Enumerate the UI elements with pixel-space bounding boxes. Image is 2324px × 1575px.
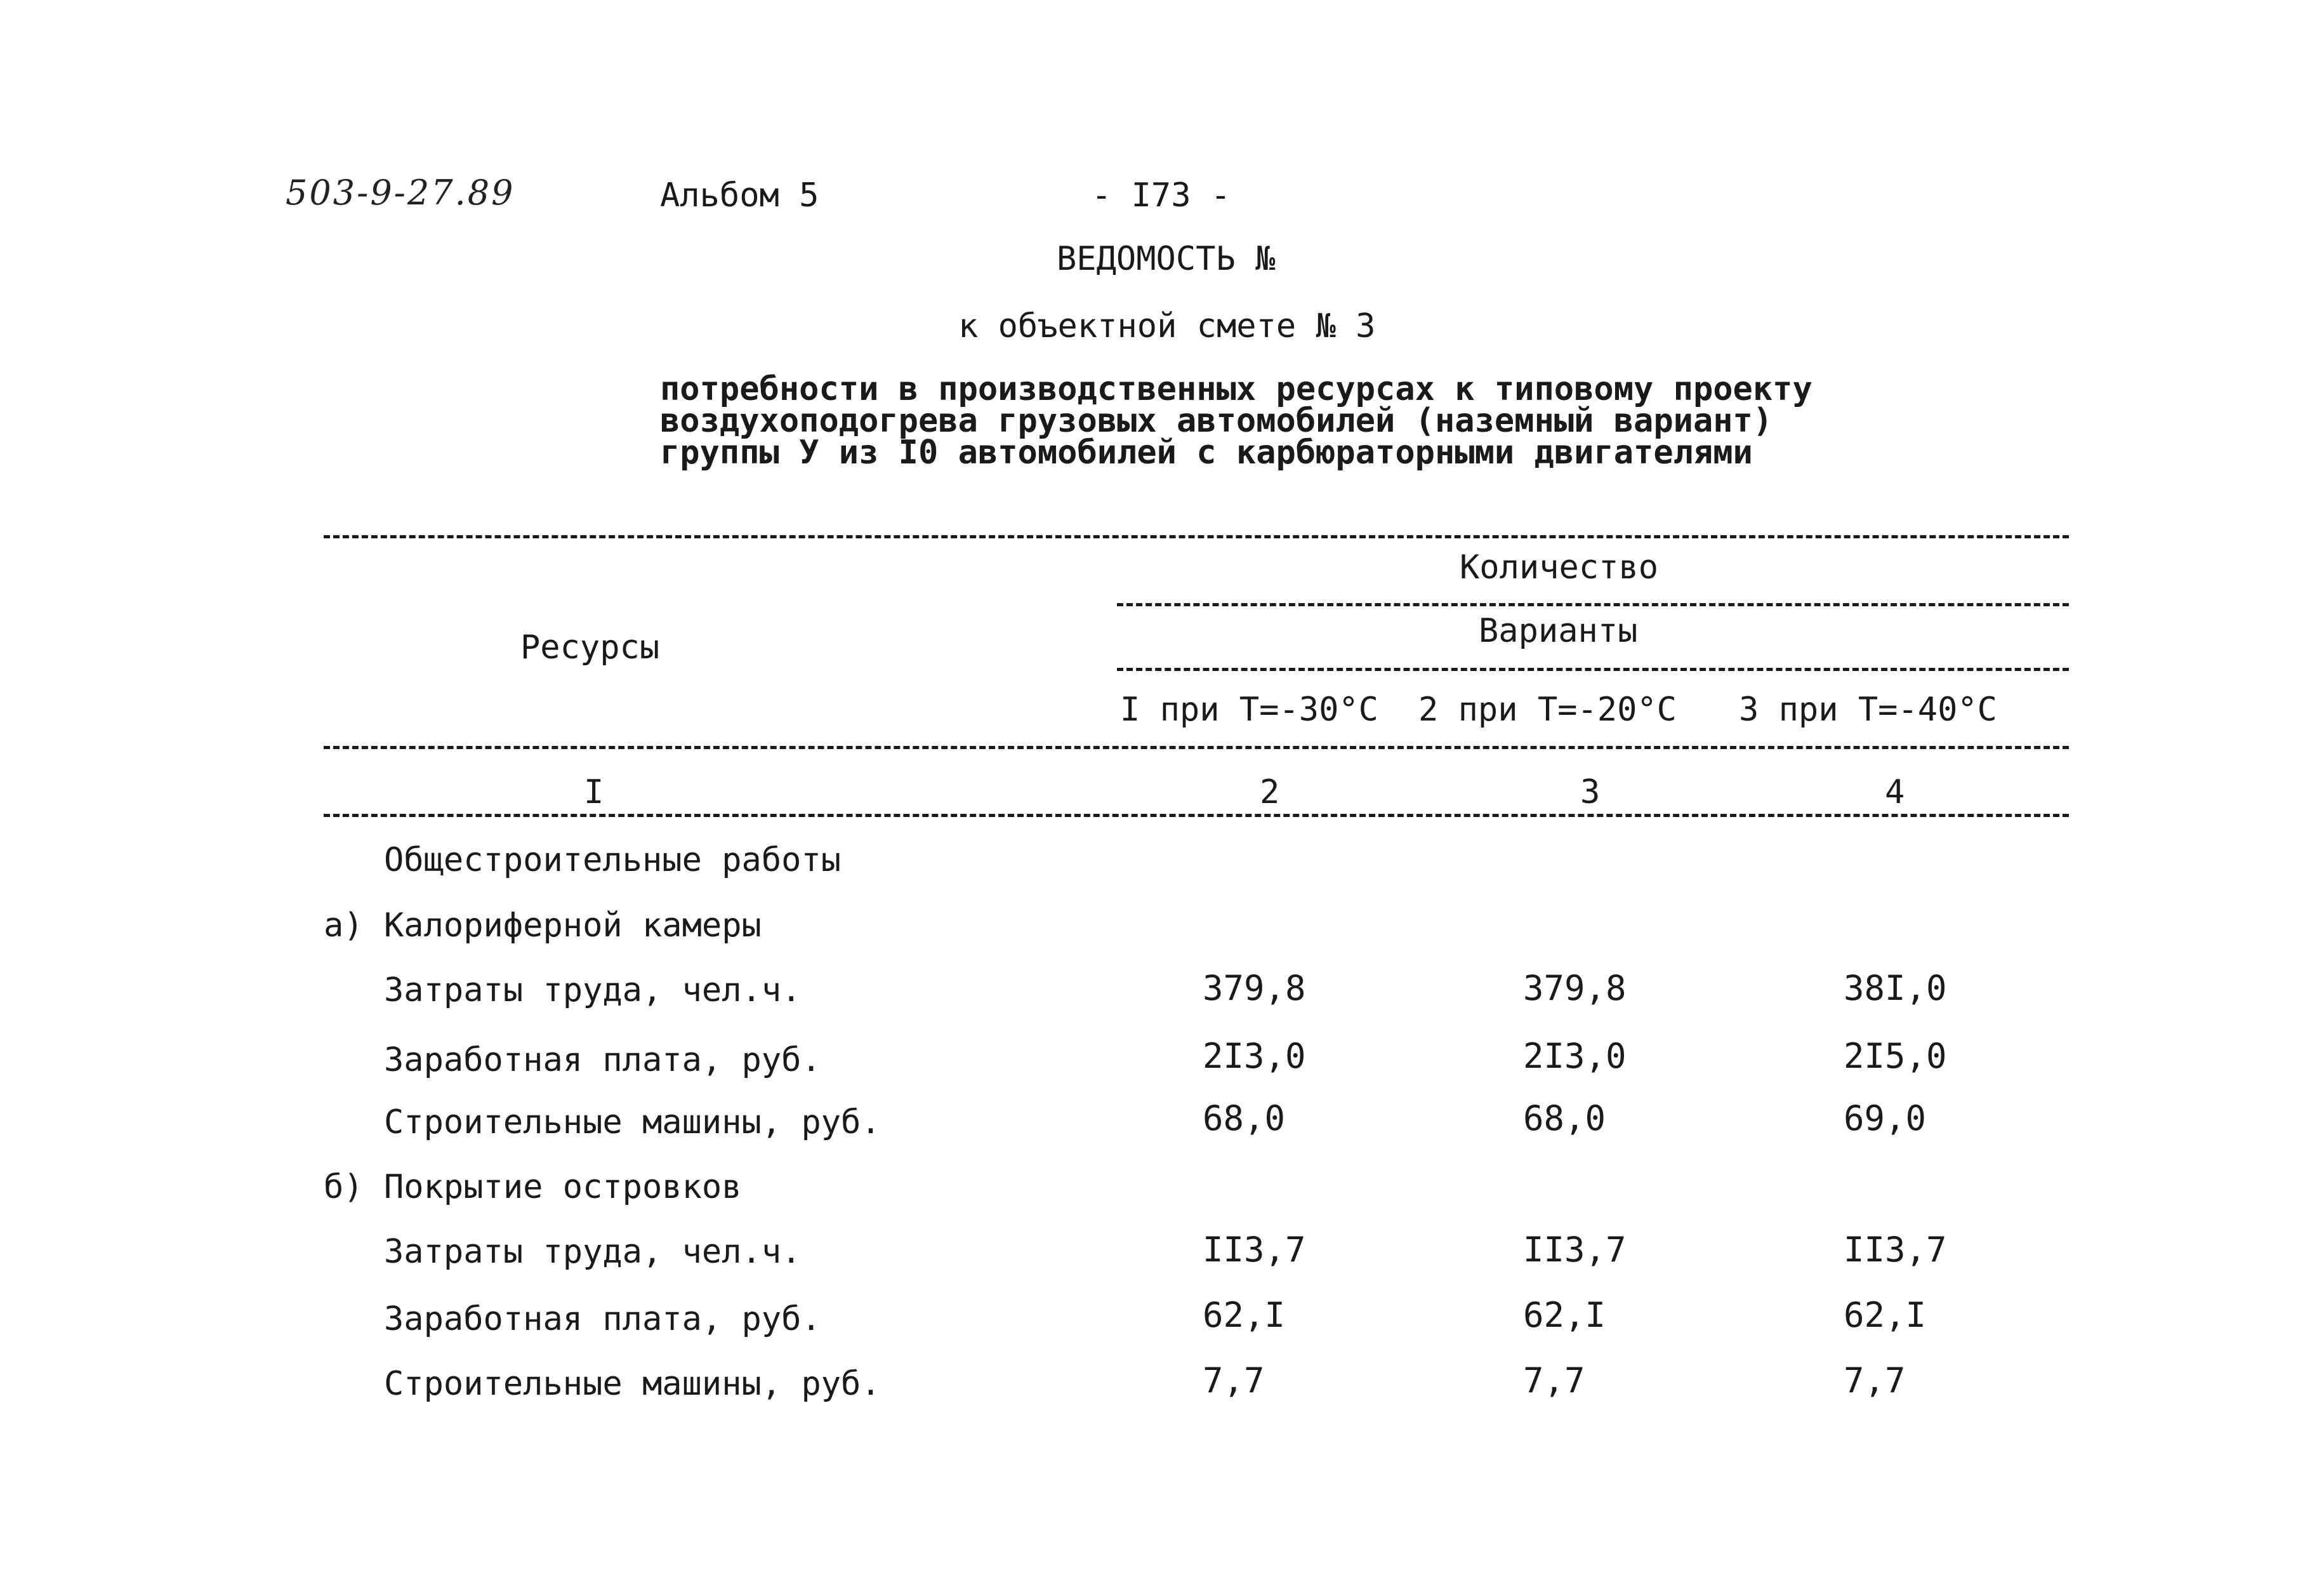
- row-value-variant-2: II3,7: [1523, 1230, 1627, 1270]
- group-marker-b: б): [324, 1168, 364, 1206]
- row-value-variant-2: 7,7: [1523, 1360, 1585, 1400]
- page-number: - I73 -: [1092, 176, 1231, 215]
- row-label: Строительные машины, руб.: [384, 1365, 881, 1403]
- row-value-variant-3: 7,7: [1844, 1360, 1906, 1400]
- quantity-rule: [1117, 603, 2069, 606]
- row-value-variant-1: 379,8: [1203, 968, 1306, 1008]
- row-value-variant-2: 379,8: [1523, 968, 1627, 1008]
- row-label: Заработная плата, руб.: [384, 1041, 821, 1079]
- row-value-variant-2: 2I3,0: [1523, 1036, 1627, 1076]
- table-top-rule: [324, 535, 2069, 538]
- column-number-2: 2: [1260, 773, 1280, 811]
- resources-header: Ресурсы: [520, 628, 660, 667]
- group-name-b: Покрытие островков: [384, 1168, 742, 1206]
- statement-subtitle: к объектной смете № 3: [958, 307, 1376, 345]
- variant-3-header: 3 при Т=-40°С: [1739, 691, 1997, 729]
- statement-title: ВЕДОМОСТЬ №: [1057, 240, 1276, 278]
- row-value-variant-1: 2I3,0: [1203, 1036, 1306, 1076]
- row-value-variant-3: 2I5,0: [1844, 1036, 1947, 1076]
- description-line-2: воздухоподогрева грузовых автомобилей (наземный вариант): [660, 402, 1773, 440]
- row-value-variant-3: 69,0: [1844, 1098, 1927, 1138]
- row-value-variant-3: II3,7: [1844, 1230, 1947, 1270]
- group-name-a: Калориферной камеры: [384, 907, 762, 945]
- variants-rule: [1117, 668, 2069, 671]
- row-value-variant-2: 68,0: [1523, 1098, 1606, 1138]
- row-value-variant-1: 62,I: [1203, 1295, 1286, 1335]
- row-value-variant-3: 62,I: [1844, 1295, 1927, 1335]
- quantity-header: Количество: [1460, 548, 1659, 587]
- column-number-3: 3: [1580, 773, 1601, 811]
- row-value-variant-2: 62,I: [1523, 1295, 1606, 1335]
- group-marker-a: а): [324, 907, 364, 945]
- row-label: Затраты труда, чел.ч.: [384, 971, 802, 1009]
- section-title: Общестроительные работы: [384, 841, 842, 879]
- row-value-variant-1: II3,7: [1203, 1230, 1306, 1270]
- variants-header: Варианты: [1479, 612, 1638, 650]
- column-numbers-rule: [324, 814, 2069, 817]
- variant-1-header: I при Т=-30°С: [1120, 691, 1378, 729]
- description-line-1: потребности в производственных ресурсах к типовому проекту: [660, 370, 1812, 408]
- description-line-3: группы У из I0 автомобилей с карбюраторными двигателями: [660, 434, 1753, 472]
- row-label: Строительные машины, руб.: [384, 1103, 881, 1141]
- album-label: Альбом 5: [660, 176, 819, 215]
- row-label: Затраты труда, чел.ч.: [384, 1233, 802, 1271]
- variant-2-header: 2 при Т=-20°С: [1418, 691, 1677, 729]
- row-value-variant-3: 38I,0: [1844, 968, 1947, 1008]
- row-label: Заработная плата, руб.: [384, 1300, 821, 1338]
- row-value-variant-1: 7,7: [1203, 1360, 1265, 1400]
- column-number-1: I: [584, 773, 604, 811]
- document-number: 503-9-27.89: [286, 173, 515, 213]
- column-number-4: 4: [1885, 773, 1905, 811]
- header-bottom-rule: [324, 746, 2069, 749]
- row-value-variant-1: 68,0: [1203, 1098, 1286, 1138]
